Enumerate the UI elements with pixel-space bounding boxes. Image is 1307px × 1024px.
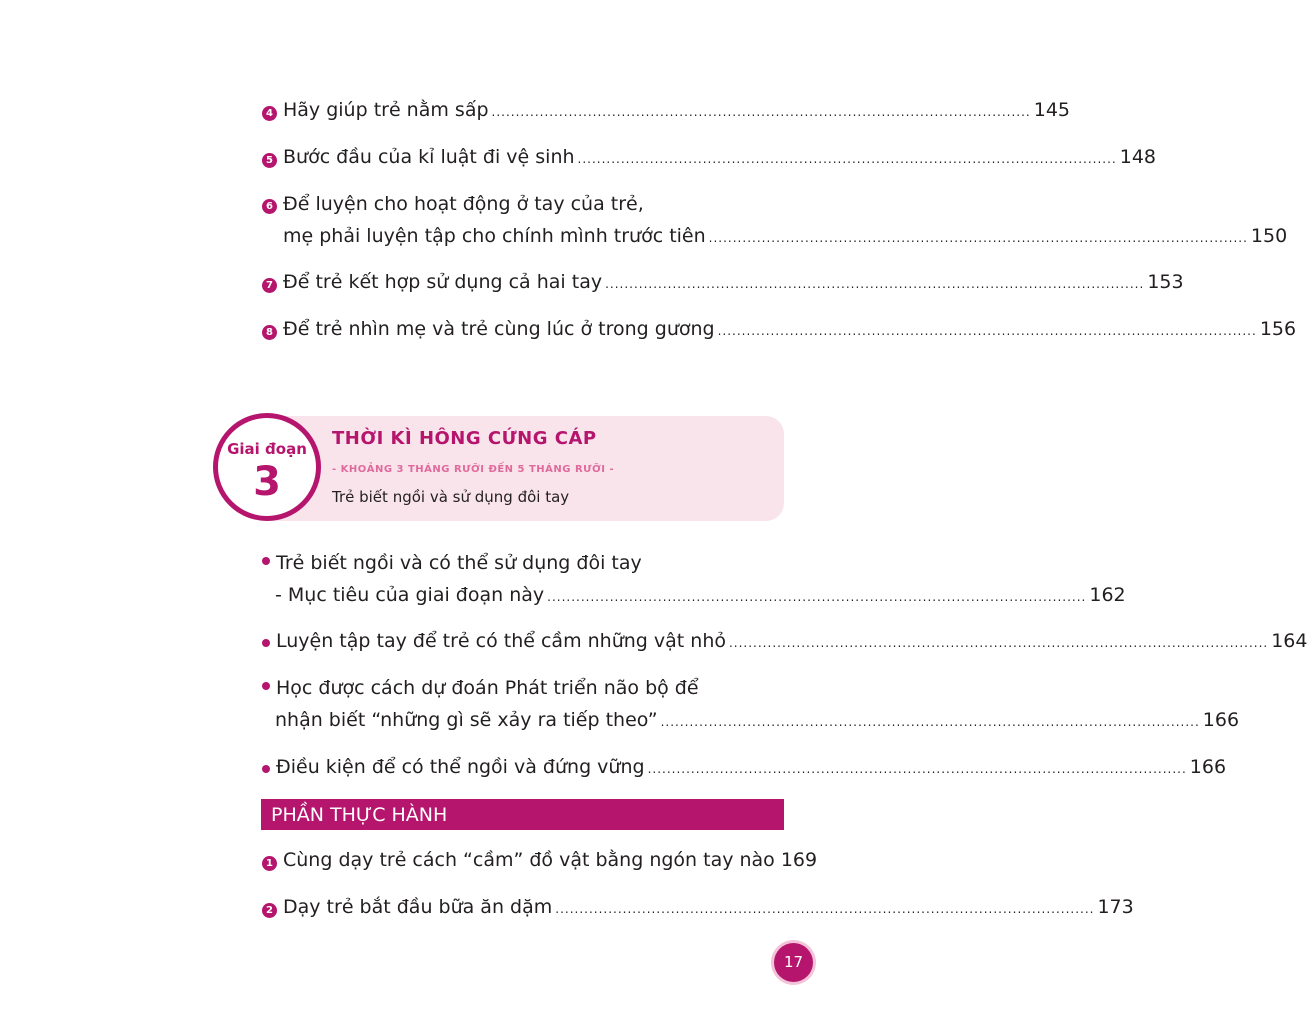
entry-page: 166 [1189,756,1227,778]
toc-entry-7 [262,270,1184,296]
entry-page: 166 [1202,709,1240,731]
stage-subtitle: - KHOẢNG 3 THÁNG RƯỠI ĐẾN 5 THÁNG RƯỠI - [332,464,615,475]
bullet-dot [262,682,270,690]
number-badge: 4 [262,106,277,121]
stage-title: THỜI KÌ HÔNG CỨNG CÁP [332,428,597,449]
entry-title: - Mục tiêu của giai đoạn này [275,584,545,606]
toc-practice-2 [262,895,1134,921]
leader-dots: ................................................................................................................ [728,636,1269,650]
stage-label: Giai đoạn [227,440,307,458]
entry-page: 150 [1250,225,1288,247]
toc-bullet-3-line1 [262,676,780,700]
number-badge: 5 [262,153,277,168]
entry-page: 148 [1119,146,1157,168]
leader-dots: ................................................................................................................ [708,231,1248,245]
entry-title-line1: Trẻ biết ngồi và có thể sử dụng đôi tay [276,552,642,574]
page-number: 17 [774,943,813,982]
entry-page: 169 [780,849,818,871]
leader-dots: ................................................................................................................ [577,152,1117,166]
entry-title: nhận biết “những gì sẽ xảy ra tiếp theo” [275,709,658,731]
entry-title: Bước đầu của kỉ luật đi vệ sinh [283,146,575,168]
entry-page: 145 [1033,99,1071,121]
leader-dots: ................................................................................................................ [547,590,1087,604]
entry-page: 156 [1259,318,1297,340]
entry-title-line1: Học được cách dự đoán Phát triển não bộ để [276,677,699,699]
toc-bullet-1-line1 [262,551,780,575]
toc-practice-1 [262,848,818,874]
number-badge: 7 [262,278,277,293]
section-heading: PHẦN THỰC HÀNH [271,804,448,826]
entry-title: Điều kiện để có thể ngồi và đứng vững [276,756,645,778]
entry-page: 162 [1089,584,1126,606]
toc-entry-4 [262,98,1071,124]
entry-title: Để trẻ kết hợp sử dụng cả hai tay [283,271,603,293]
number-badge: 2 [262,903,277,918]
entry-page: 153 [1147,271,1184,293]
entry-title: Để trẻ nhìn mẹ và trẻ cùng lúc ở trong gương [283,318,715,340]
toc-entry-8 [262,317,1297,343]
toc-bullet-3 [262,708,1240,734]
entry-title-line1: Để luyện cho hoạt động ở tay của trẻ, [283,193,644,215]
toc-bullet-2 [262,629,1307,655]
number-badge: 1 [262,856,277,871]
stage-badge [213,413,321,521]
leader-dots: ................................................................................................................ [555,902,1095,916]
entry-title: mẹ phải luyện tập cho chính mình trước tiên [283,225,706,247]
leader-dots: ................................................................................................................ [717,324,1257,338]
entry-page: 173 [1097,896,1134,918]
toc-entry-6 [262,224,1288,250]
stage-description: Trẻ biết ngồi và sử dụng đôi tay [332,488,570,506]
entry-title: Cùng dạy trẻ cách “cầm” đồ vật bằng ngón tay nào [283,849,775,871]
leader-dots: ................................................................................................................ [647,762,1187,776]
leader-dots: ................................................................................................................ [660,715,1200,729]
number-badge: 6 [262,199,277,214]
toc-bullet-1 [262,583,1126,609]
leader-dots: ................................................................................................................ [605,277,1145,291]
entry-page: 164 [1271,630,1307,652]
section-heading-bar [261,799,784,830]
bullet-dot [262,557,270,565]
entry-title: Dạy trẻ bắt đầu bữa ăn dặm [283,896,553,918]
toc-entry-5 [262,145,1157,171]
entry-title: Luyện tập tay để trẻ có thể cầm những vật nhỏ [276,630,726,652]
stage-number: 3 [253,459,281,505]
bullet-dot [262,639,270,647]
toc-bullet-4 [262,755,1227,781]
leader-dots: ................................................................................................................ [491,105,1031,119]
entry-title: Hãy giúp trẻ nằm sấp [283,99,489,121]
bullet-dot [262,765,270,773]
number-badge: 8 [262,325,277,340]
toc-entry-6-line1 [262,192,780,216]
